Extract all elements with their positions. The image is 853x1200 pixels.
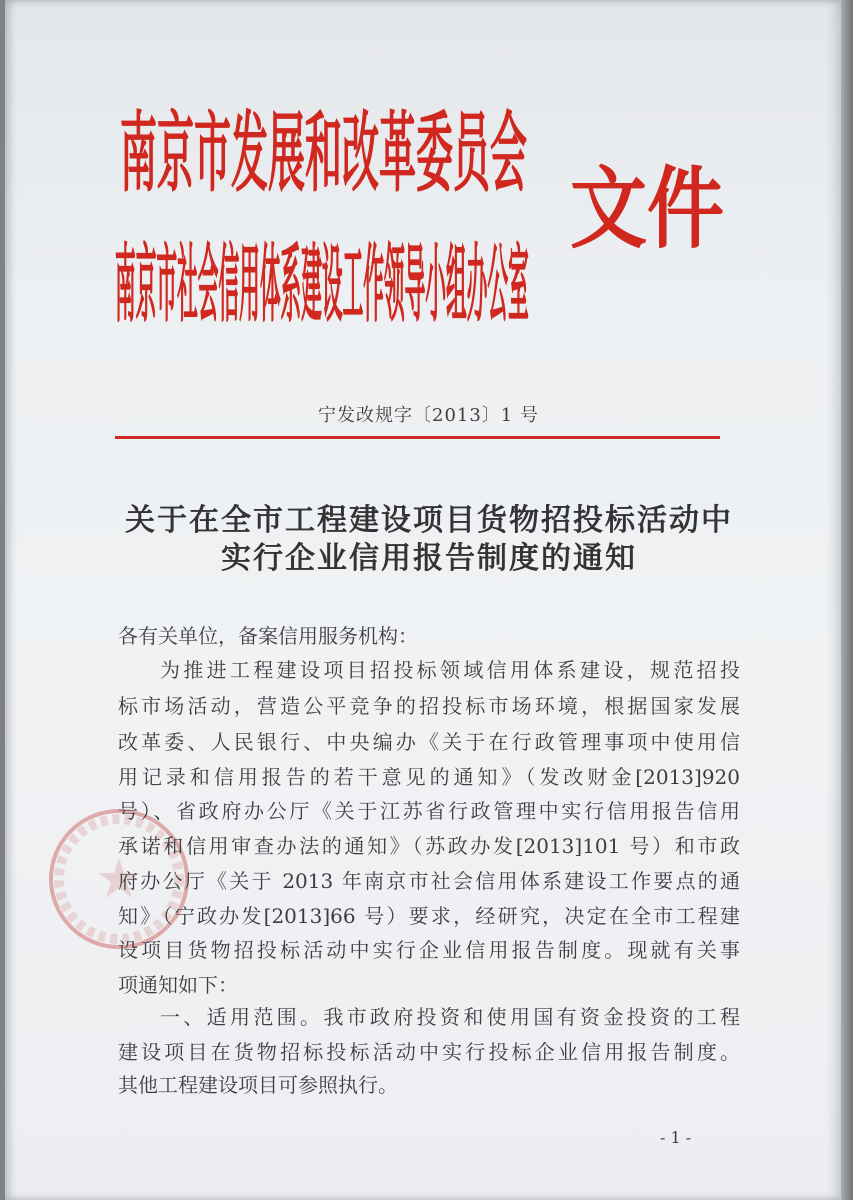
document-title-line-1: 关于在全市工程建设项目货物招投标活动中	[125, 503, 733, 538]
body-line: 用记录和信用报告的若干意见的通知》（发改财金[2013]920	[118, 765, 740, 789]
body-line: 标市场活动，营造公平竞争的招投标市场环境，根据国家发展	[118, 694, 740, 718]
document-type-label: 文件	[570, 159, 724, 262]
body-line: 建设项目在货物招标投标活动中实行投标企业信用报告制度。	[118, 1040, 740, 1064]
body-line: 承诺和信用审查办法的通知》（苏政办发[2013]101 号）和市政	[118, 834, 740, 858]
body-line: 项通知如下：	[118, 973, 238, 997]
document-title-line-2: 实行企业信用报告制度的通知	[221, 541, 637, 576]
body-line: 为推进工程建设项目招投标领域信用体系建设，规范招投	[160, 658, 740, 682]
issuer-line-1: 南京市发展和改革委员会	[120, 102, 527, 204]
document-number: 宁发改规字〔2013〕1 号	[318, 405, 539, 426]
body-line: 改革委、人民银行、中央编办《关于在行政管理事项中使用信	[118, 730, 740, 754]
issuer-line-2: 南京市社会信用体系建设工作领导小组办公室	[115, 235, 529, 335]
body-line: 一、适用范围。我市政府投资和使用国有资金投资的工程	[160, 1005, 740, 1029]
page-number: - 1 -	[660, 1128, 692, 1147]
body-line: 知》（宁政办发[2013]66 号）要求，经研究，决定在全市工程建	[118, 904, 740, 928]
scan-edge	[841, 0, 853, 1200]
red-separator-line	[115, 436, 720, 439]
body-line: 府办公厅《关于 2013 年南京市社会信用体系建设工作要点的通	[118, 869, 740, 893]
body-line: 设项目货物招投标活动中实行企业信用报告制度。现就有关事	[118, 938, 740, 962]
body-line: 其他工程建设项目可参照执行。	[118, 1073, 398, 1097]
salutation-line: 各有关单位，备案信用服务机构：	[118, 624, 418, 648]
body-line: 号）、省政府办公厅《关于江苏省行政管理中实行信用报告信用	[118, 799, 740, 823]
